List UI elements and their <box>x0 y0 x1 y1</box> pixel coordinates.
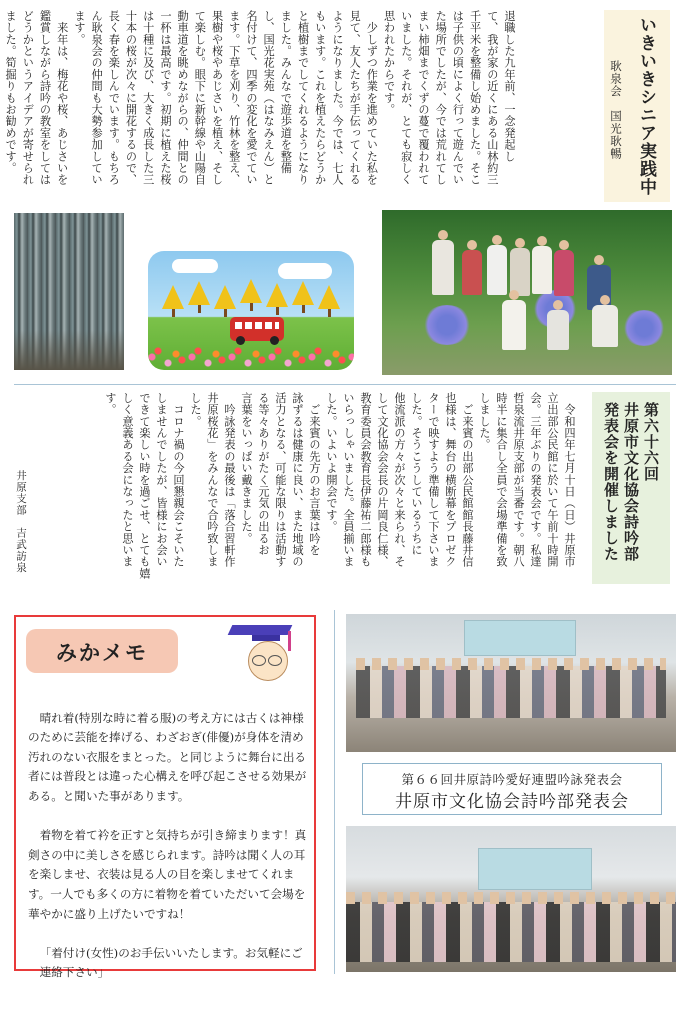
memo-box <box>14 615 316 980</box>
article2-body: 令和四年七月十日（日）井原市 立出部公民館に於いて午前十時開 会。三年ぶりの発表会です。私達 哲泉流井原支部が当番です。朝八 時半に集合し全員で会場準備を致 しました。 ご来賓の出部公民館館長藤井信 也様は、舞台の横断幕をプロゼク ターで映すよう準備して下さいま した。そうこうしているうちに 他流派の方々が次々と来られ、そ して文化協会会長の片岡良仁様、 教育委員会教育長伊藤祐二郎様も いらっしゃいました。全員揃いま した。いよいよ開会です。 ご来賓の先方のお言葉は吟を 詠ずるは健康に良い、また地域の 活力となる、可能な限りは活動す る等々ありがたく元気の出るお 言葉をいっぱい戴きました。 吟詠発表の最後は「落合習軒作 井原桜花」をみんなで合吟致しま した。 コロナ禍の今回懇親会こそいた しませんでしたが、皆様にお会い できて楽しい時を過ごせ、とても嬉 しく意義ある会になったと思いま す。 <box>104 392 576 580</box>
ceremony-group-photo <box>346 614 676 752</box>
memo-paragraph: 晴れ着(特別な時に着る服)の考え方には古くは神様のために芸能を捧げる、わざおぎ(俳優)が身体を清め汚れのない衣服をまとった。と同じように舞台に出る者には普段とは違った心構えを呼び起こさせる効果がある。と聞いた事があります。 <box>28 710 307 803</box>
memo-tag <box>26 629 178 673</box>
memo-title: みかメモ <box>56 641 148 665</box>
memo-paragraph: 着物を着て衿を正すと気持ちが引き締まります！真剣さの中に美しさを感じられます。詩吟は聞く人の耳を楽しませ、衣装は見る人の目を楽しませてくれます。一人でも多くの方に着物を着ていただいて会場を華やかに盛り上げたいですね！ <box>28 828 307 921</box>
bamboo-forest-photo <box>14 213 124 370</box>
memo-body <box>28 689 308 1003</box>
article2-title: 第六十六回 井原市文化協会詩吟部 発表会を開催しました <box>602 402 660 562</box>
article2-author: 井原支部 吉武訪泉 <box>15 470 27 574</box>
article1-body: 退職した九年前、一念発起し て、我が家の近くにある山林約三 千平米を整備し始めました。そこ は子供の頃によく行って遊んでい た場所でしたが、今では荒れてし まい柿畑までくずの蔓で覆われて いました。それが、とても寂しく 思われたからです。 少しずつ作業を進めていた私を 見て、友人たちが手伝ってくれる ようになりました。今では、七人 もいます。これを植えたらどうか と植樹までしてくれるようになり ました。みんなで遊歩道を整備 し、国光花実苑（はなみえん）と 名付けて、四季の変化を愛でてい ます。下草を刈り、竹林を整え、 果樹や桜やあじさいを植え、そし て楽しむ。眼下に新幹線や山陽自 動車道を眺めながらの、仲間との 一杯は最高です。初期に植えた桜 は十種に及び、大きく成長した三 十本の桜が次々に開花するので、 長く春を楽しんでいます。もちろ ん耿泉会の仲間も大勢参加してい ます。 来年は、梅花や桜、あじさいを 鑑賞しながら詩吟の教室をしては どうかというアイデアが寄せられ ました。筍掘りもお勧めです。 <box>4 10 516 186</box>
caption-line2: 井原市文化協会詩吟部発表会 <box>395 792 629 812</box>
memo-call-to-action: 「着付け(女性)のお手伝いいたします。お気軽にご連絡下さい」 <box>39 945 303 980</box>
autumn-bus-illustration <box>148 251 354 370</box>
article1-author: 耿泉会 国光耿暢 <box>609 60 623 160</box>
column-divider <box>334 610 335 974</box>
group-photo-hydrangeas <box>382 210 672 375</box>
section-divider <box>14 384 676 385</box>
recital-group-photo <box>346 826 676 972</box>
article1-title: いきいきシニア実践中 <box>636 16 656 196</box>
caption-line1: 第６６回井原詩吟愛好連盟吟詠発表会 <box>401 772 623 787</box>
photo-caption-box <box>362 763 662 815</box>
